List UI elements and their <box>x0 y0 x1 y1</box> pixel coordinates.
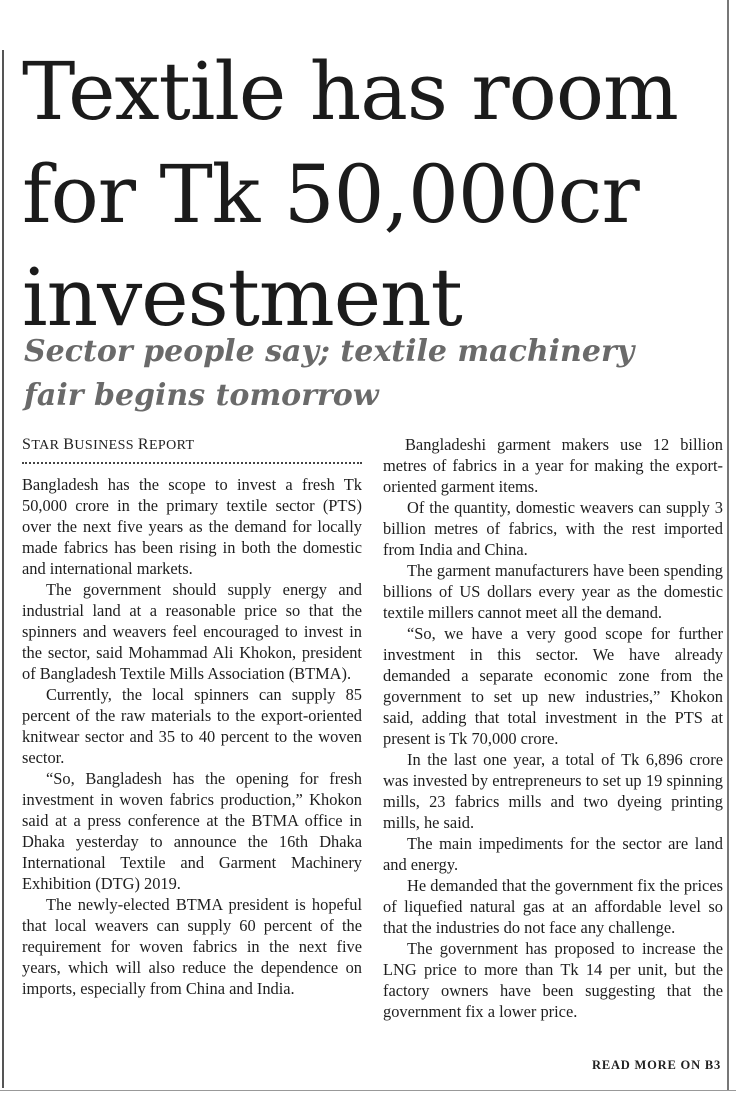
left-column-rule <box>2 50 4 1088</box>
subheadline <box>24 330 714 418</box>
paragraph: Currently, the local spinners can supply 85 percent of the raw materials to the export-oriented knitwear sector and 35 to 40 percent to the woven sector. <box>22 685 362 767</box>
byline: STAR BUSINESS REPORT <box>22 436 195 453</box>
paragraph: Bangladesh has the scope to invest a fresh Tk 50,000 crore in the primary textile sector (PTS) over the next five years as the demand for locally made fabrics has been rising in both the domestic and international markets. <box>22 475 362 578</box>
paragraph: Bangladeshi garment makers use 12 billion metres of fabrics in a year for making the export-oriented garment items. <box>383 435 723 496</box>
paragraph: In the last one year, a total of Tk 6,896 crore was invested by entrepreneurs to set up 19 spinning mills, 23 fabrics mills and two dyeing printing mills, he said. <box>383 750 723 832</box>
headline-line: for Tk 50,000cr <box>22 148 639 241</box>
bottom-rule <box>0 1090 736 1091</box>
article-column-right <box>383 434 723 1022</box>
paragraph: The government has proposed to increase the LNG price to more than Tk 14 per unit, but the factory owners have been suggesting that the government fix a lower price. <box>383 939 723 1021</box>
paragraph: The main impediments for the sector are land and energy. <box>383 834 723 874</box>
article-column-left <box>22 474 362 999</box>
paragraph: “So, Bangladesh has the opening for fresh investment in woven fabrics production,” Khokon said at a press conference at the BTMA office in Dhaka yesterday to announce the 16th Dhaka International Textile and Garment Machinery Exhibition (DTG) 2019. <box>22 769 362 893</box>
dotted-separator <box>22 462 362 464</box>
subheadline-line: Sector people say; textile machinery <box>24 334 635 369</box>
read-more-link[interactable]: READ MORE ON B3 <box>592 1058 722 1072</box>
right-edge-rule <box>727 0 729 1090</box>
headline <box>22 40 722 349</box>
paragraph: “So, we have a very good scope for further investment in this sector. We have already demanded a separate economic zone from the government to set up new industries,” Khokon said, adding that total investment in the PTS at present is Tk 70,000 crore. <box>383 624 723 748</box>
paragraph: The government should supply energy and industrial land at a reasonable price so that the spinners and weavers feel encouraged to invest in the sector, said Mohammad Ali Khokon, president of Bangladesh Textile Mills Association (BTMA). <box>22 580 362 683</box>
paragraph: Of the quantity, domestic weavers can supply 3 billion metres of fabrics, with the rest imported from India and China. <box>383 498 723 559</box>
headline-line: investment <box>22 251 462 344</box>
paragraph: The garment manufacturers have been spending billions of US dollars every year as the domestic textile millers cannot meet all the demand. <box>383 561 723 622</box>
paragraph: He demanded that the government fix the prices of liquefied natural gas at an affordable level so that the industries do not face any challenge. <box>383 876 723 937</box>
paragraph: The newly-elected BTMA president is hopeful that local weavers can supply 60 percent of the requirement for woven fabrics in the next five years, which will also reduce the dependence on imports, especially from China and India. <box>22 895 362 998</box>
subheadline-line: fair begins tomorrow <box>24 378 379 413</box>
headline-line: Textile has room <box>22 45 678 138</box>
